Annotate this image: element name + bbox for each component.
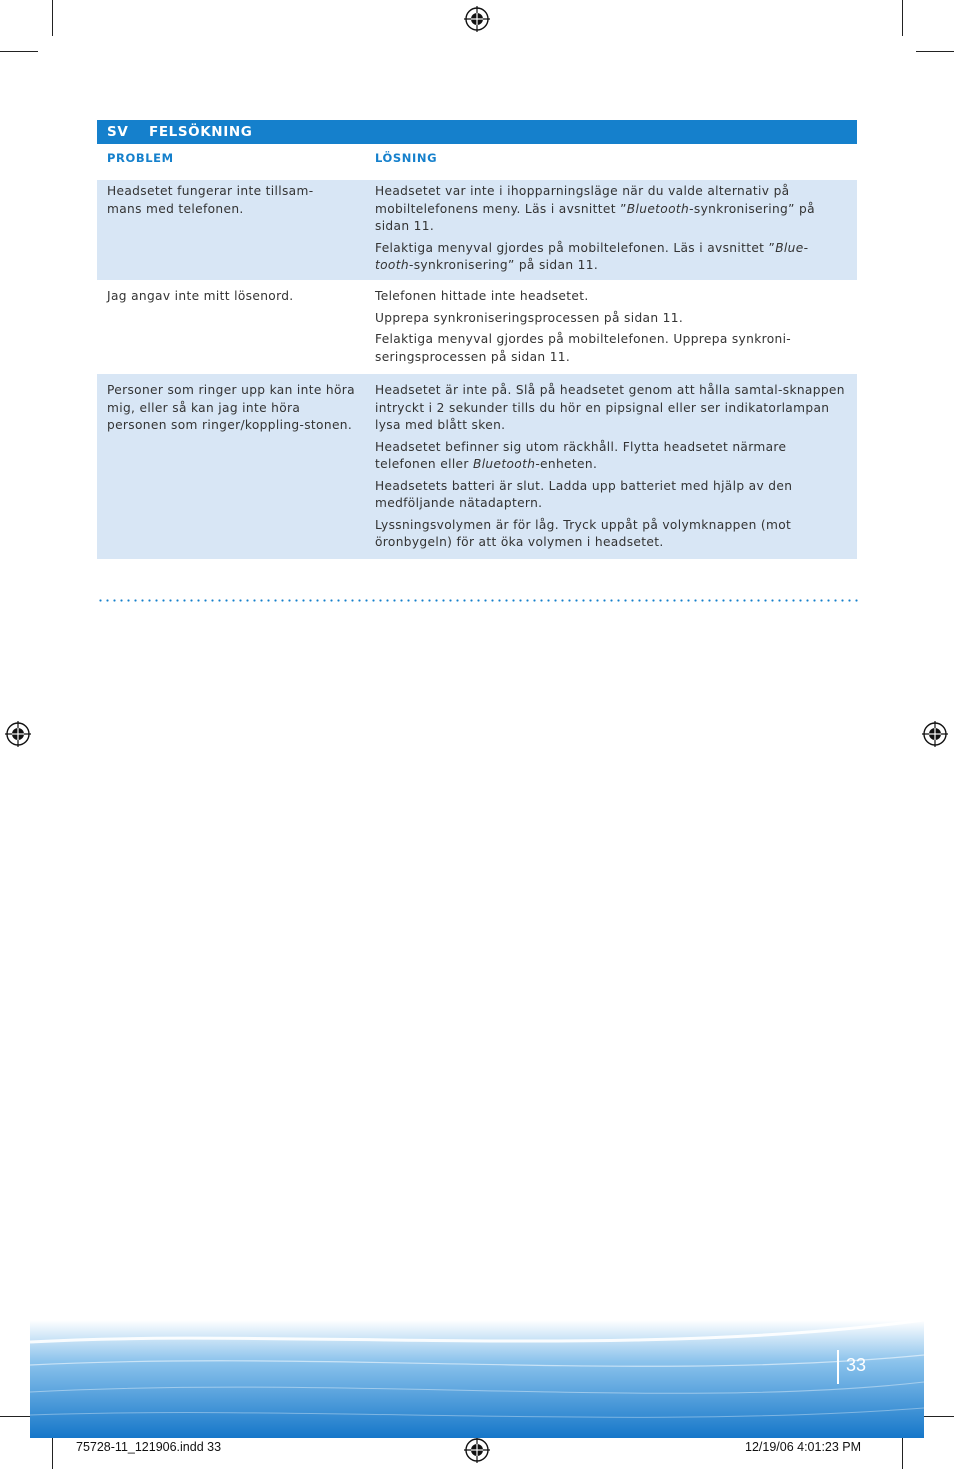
registration-mark-icon xyxy=(463,1436,491,1464)
solution-text: Headsetet var inte i ihopparningsläge när du valde alternativ på mobiltelefonens meny. Läs i avsnittet ”Bluetooth-synkronisering” på sidan 11. xyxy=(375,184,815,233)
solution-text: Felaktiga menyval gjordes på mobiltelefonen. Läs i avsnittet ”Blue-tooth-synkronisering” på sidan 11. xyxy=(375,240,809,272)
problem-text: Jag angav inte mitt lösenord. xyxy=(107,289,294,303)
slug-timestamp: 12/19/06 4:01:23 PM xyxy=(745,1440,862,1454)
table-row xyxy=(97,282,857,372)
dotted-divider xyxy=(97,599,859,602)
problem-text: Headsetet fungerar inte tillsam- mans med telefonen. xyxy=(107,184,314,216)
crop-mark xyxy=(902,0,903,36)
table-row xyxy=(97,374,857,559)
crop-mark xyxy=(916,51,954,52)
footer-wave-graphic xyxy=(30,1320,924,1438)
crop-mark xyxy=(902,1438,903,1469)
solution-text: Lyssningsvolymen är för låg. Tryck uppåt på volymknappen (mot öronbygeln) för att öka volymen i headsetet. xyxy=(375,517,792,549)
problem-text: Personer som ringer upp kan inte höra mig, eller så kan jag inte höra personen som ringer/koppling-stonen. xyxy=(107,383,355,432)
section-header xyxy=(97,120,857,144)
crop-mark xyxy=(52,1438,53,1469)
solution-text: Headsetet är inte på. Slå på headsetet genom att hålla samtal-sknappen intryckt i 2 sekunder tills du hör en pipsignal eller ser indikatorlampan lysa med blått sken. xyxy=(375,383,845,432)
page-number-separator xyxy=(837,1350,839,1384)
solution-text: Felaktiga menyval gjordes på mobiltelefonen. Upprepa synkroni-seringsprocessen på sidan 11. xyxy=(375,332,792,364)
solution-list xyxy=(375,183,845,279)
crop-mark xyxy=(0,51,38,52)
solution-text: Headsetets batteri är slut. Ladda upp batteriet med hjälp av den medföljande nätadaptern. xyxy=(375,478,793,510)
crop-mark xyxy=(52,0,53,36)
column-header-problem: PROBLEM xyxy=(107,151,174,165)
solution-list xyxy=(375,288,845,370)
solution-text: Telefonen hittade inte headsetet. xyxy=(375,289,589,303)
registration-mark-icon xyxy=(921,720,949,748)
solution-text: Headsetet befinner sig utom räckhåll. Flytta headsetet närmare telefonen eller Bluetooth-enheten. xyxy=(375,439,787,471)
solution-text: Upprepa synkroniseringsprocessen på sidan 11. xyxy=(375,310,684,325)
registration-mark-icon xyxy=(4,720,32,748)
page-number: 33 xyxy=(846,1355,867,1375)
solution-list xyxy=(375,382,845,556)
section-title: FELSÖKNING xyxy=(149,124,253,140)
language-code: SV xyxy=(107,124,129,140)
column-header-solution: LÖSNING xyxy=(375,151,438,165)
table-row xyxy=(97,180,857,280)
registration-mark-icon xyxy=(463,5,491,33)
slug-filename: 75728-11_121906.indd 33 xyxy=(76,1440,222,1454)
